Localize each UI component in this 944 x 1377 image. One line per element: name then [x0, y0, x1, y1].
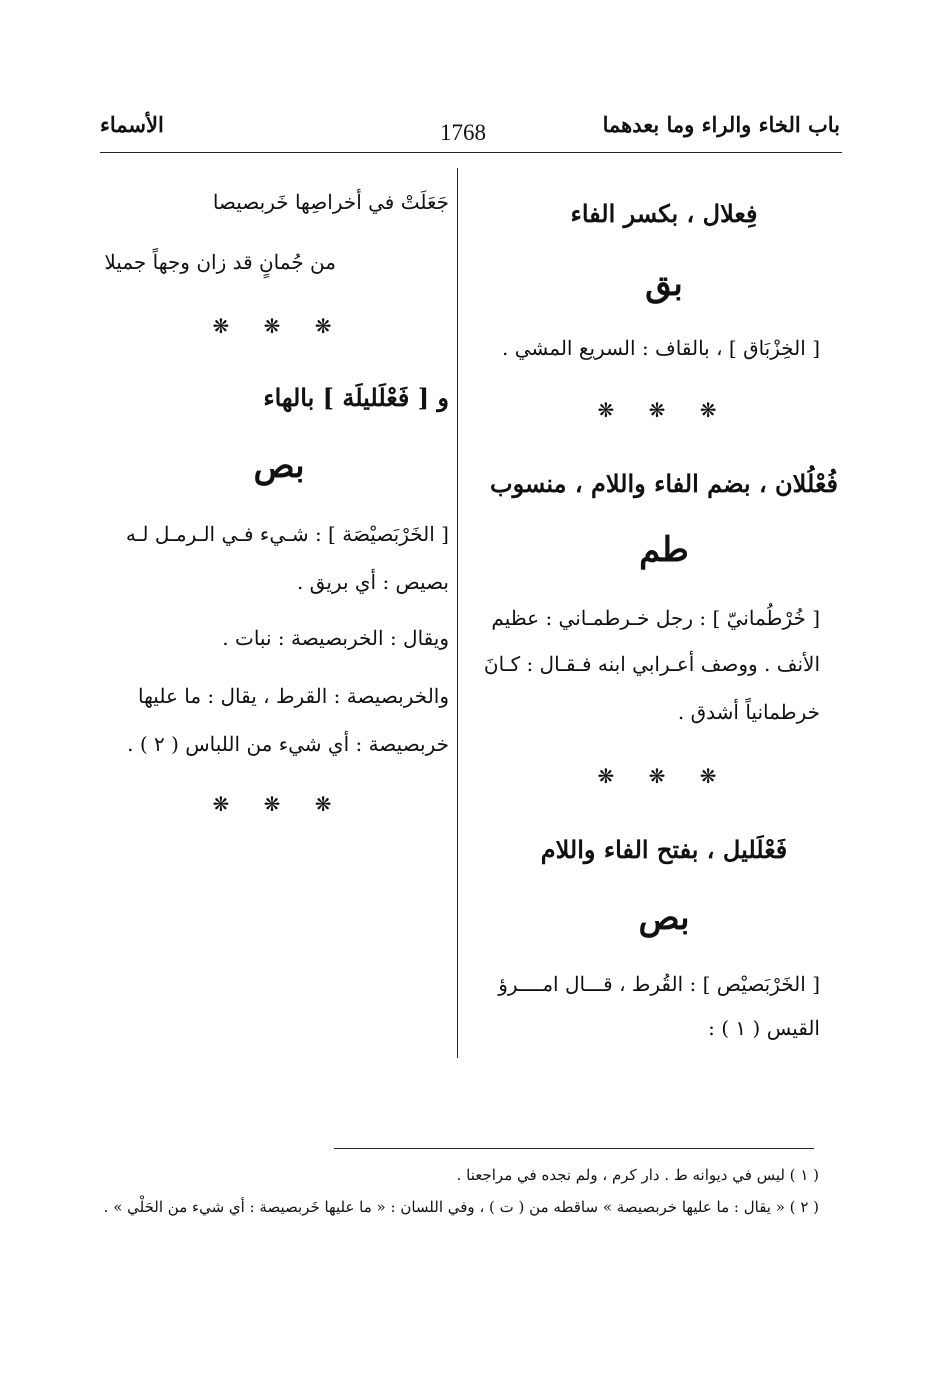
- entry-kharbasis-line: القيس ( ١ ) :: [708, 1016, 820, 1040]
- footnote-rule: [334, 1148, 814, 1149]
- verse-line: جَعَلَتْ في أخراصِها خَربصيصا: [212, 190, 449, 214]
- entry-khurtumani-line: خرطمانياً أشدق .: [677, 700, 820, 724]
- pattern-heading-2: فُعْلُلان ، بضم الفاء واللام ، منسوب: [490, 469, 838, 498]
- separator-stars: ❋ ❋ ❋: [597, 398, 731, 422]
- separator-stars: ❋ ❋ ❋: [597, 764, 731, 788]
- entry-kharbasisa-line: والخربصيصة : القرط ، يقال : ما عليها: [137, 684, 449, 708]
- root-heading-4: بص: [253, 446, 305, 486]
- page-number: 1768: [440, 120, 486, 145]
- entry-khurtumani-line: [ خُرْطُمانيّ ] : رجل خـرطمـاني : عظيم: [491, 606, 820, 630]
- entry-kharbasisa-line: ويقال : الخربصيصة : نبات .: [222, 626, 449, 650]
- entry-kharbasisa-line: خربصيصة : أي شيء من اللباس ( ٢ ) .: [127, 732, 449, 756]
- footnote-2: ( ٢ ) « يقال : ما عليها خربصيصة » ساقطه من ( ت ) ، وفي اللسان : « ما عليها خَربصيصة : أي شيء من الحَلْي » .: [103, 1198, 819, 1216]
- column-divider: [457, 168, 458, 1058]
- separator-stars: ❋ ❋ ❋: [212, 792, 346, 816]
- section-title: الأسماء: [100, 112, 164, 137]
- header-rule: [100, 152, 842, 153]
- root-heading-3: بص: [638, 898, 690, 938]
- footnote-1: ( ١ ) ليس في ديوانه ط . دار كرم ، ولم نجده في مراجعنا .: [456, 1166, 819, 1184]
- pattern-heading-1: فِعلال ، بكسر الفاء: [570, 199, 758, 228]
- separator-stars: ❋ ❋ ❋: [212, 314, 346, 338]
- chapter-title: باب الخاء والراء وما بعدهما: [602, 112, 840, 137]
- verse-line: من جُمانٍ قد زان وجهاً جميلا: [104, 250, 336, 274]
- entry-khizbaq: [ الخِزْبَاق ] ، بالقاف : السريع المشي .: [502, 336, 820, 360]
- entry-kharbasisa-line: بصيص : أي بريق .: [296, 570, 449, 594]
- entry-kharbasisa-line: [ الخَرْبَصيْصَة ] : شـيء فـي الـرمـل لـه: [125, 522, 449, 546]
- root-heading-2: طم: [639, 530, 689, 570]
- pattern-heading-3: فَعْلَليل ، بفتح الفاء واللام: [540, 835, 788, 864]
- root-heading-1: بق: [645, 264, 683, 304]
- pattern-heading-4: و [ فَعْلَليلَة ] بالهاء: [263, 383, 449, 412]
- entry-khurtumani-line: الأنف . ووصف أعـرابي ابنه فـقـال : كـانَ: [483, 652, 820, 676]
- entry-kharbasis-line: [ الخَرْبَصيْص ] : القُرط ، قـــال امــــرؤ: [498, 972, 820, 996]
